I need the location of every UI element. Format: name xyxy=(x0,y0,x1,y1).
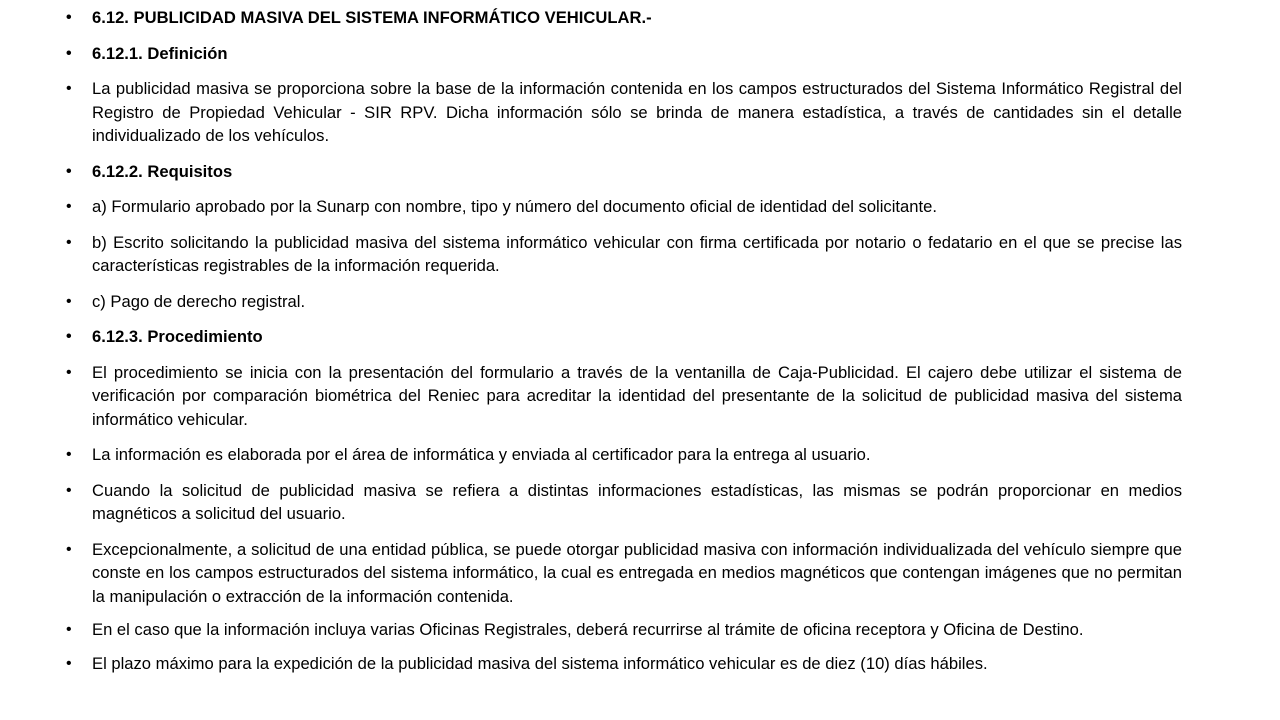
bullet-text: c) Pago de derecho registral. xyxy=(92,291,306,311)
bullet-text: El procedimiento se inicia con la presentación del formulario a través de la ventanilla de Caja-Publicidad. El cajero debe utilizar el sistema de verificación por comparación biométrica del Reniec para acreditar la identidad del presentante de la solicitud de publicidad masiva del sistema informático vehicular. xyxy=(92,362,1182,429)
bullet-text: 6.12.2. Requisitos xyxy=(92,161,233,181)
bullet-icon: • xyxy=(66,44,72,62)
paragraph-informacion-elaborada xyxy=(66,443,1182,467)
bullet-icon: • xyxy=(66,292,72,310)
bullet-text: La información es elaborada por el área de informática y enviada al certificador para la entrega al usuario. xyxy=(92,445,871,464)
requisito-c xyxy=(66,290,1182,314)
bullet-icon: • xyxy=(66,363,72,381)
bullet-icon: • xyxy=(66,162,72,180)
bullet-icon: • xyxy=(66,540,72,558)
heading-definicion xyxy=(66,42,1182,66)
bullet-text: Excepcionalmente, a solicitud de una entidad pública, se puede otorgar publicidad masiva con información individualizada del vehículo siempre que conste en los campos estructurados del sistema informático, la cual es entregada en medios magnéticos que contengan imágenes que no permitan la manipulación o extracción de la información contenida. xyxy=(92,539,1182,606)
bullet-text: a) Formulario aprobado por la Sunarp con nombre, tipo y número del documento oficial de identidad del solicitante. xyxy=(92,197,937,216)
paragraph-plazo-maximo xyxy=(66,652,1182,676)
bullet-text: Cuando la solicitud de publicidad masiva se refiera a distintas informaciones estadísticas, las mismas se podrán proporcionar en medios magnéticos a solicitud del usuario. xyxy=(92,480,1182,523)
heading-section-6-12 xyxy=(66,6,1182,30)
bullet-text: 6.12. PUBLICIDAD MASIVA DEL SISTEMA INFORMÁTICO VEHICULAR.- xyxy=(92,8,652,27)
bullet-text: La publicidad masiva se proporciona sobre la base de la información contenida en los campos estructurados del Sistema Informático Registral del Registro de Propiedad Vehicular - SIR RPV. Dicha información sólo se brinda de manera estadística, a través de cantidades sin el detalle individualizado de los vehículos. xyxy=(92,79,1182,145)
bullet-text: El plazo máximo para la expedición de la publicidad masiva del sistema informático vehicular es de diez (10) días hábiles. xyxy=(92,653,988,673)
paragraph-definicion xyxy=(66,77,1182,148)
bullet-icon: • xyxy=(66,328,72,345)
bullet-icon: • xyxy=(66,621,72,638)
bullet-text: 6.12.3. Procedimiento xyxy=(92,327,263,346)
bullet-text: b) Escrito solicitando la publicidad masiva del sistema informático vehicular con firma certificada por notario o fedatario en el que se precise las características registrables de la información requerida. xyxy=(92,232,1182,275)
heading-procedimiento xyxy=(66,325,1182,349)
paragraph-medios-magneticos xyxy=(66,479,1182,526)
heading-requisitos xyxy=(66,160,1182,184)
bullet-icon: • xyxy=(66,233,72,251)
bullet-list xyxy=(66,6,1182,687)
bullet-text: 6.12.1. Definición xyxy=(92,43,228,63)
requisito-a xyxy=(66,195,1182,219)
bullet-icon: • xyxy=(66,446,72,463)
requisito-b xyxy=(66,231,1182,278)
paragraph-procedimiento-inicio xyxy=(66,361,1182,432)
bullet-icon: • xyxy=(66,198,72,215)
paragraph-oficinas-registrales xyxy=(66,618,1182,642)
bullet-text: En el caso que la información incluya varias Oficinas Registrales, deberá recurrirse al trámite de oficina receptora y Oficina de Destino. xyxy=(92,620,1084,639)
bullet-icon: • xyxy=(66,80,72,97)
bullet-icon: • xyxy=(66,654,72,672)
bullet-icon: • xyxy=(66,9,72,26)
bullet-icon: • xyxy=(66,481,72,499)
paragraph-excepcionalmente xyxy=(66,538,1182,609)
